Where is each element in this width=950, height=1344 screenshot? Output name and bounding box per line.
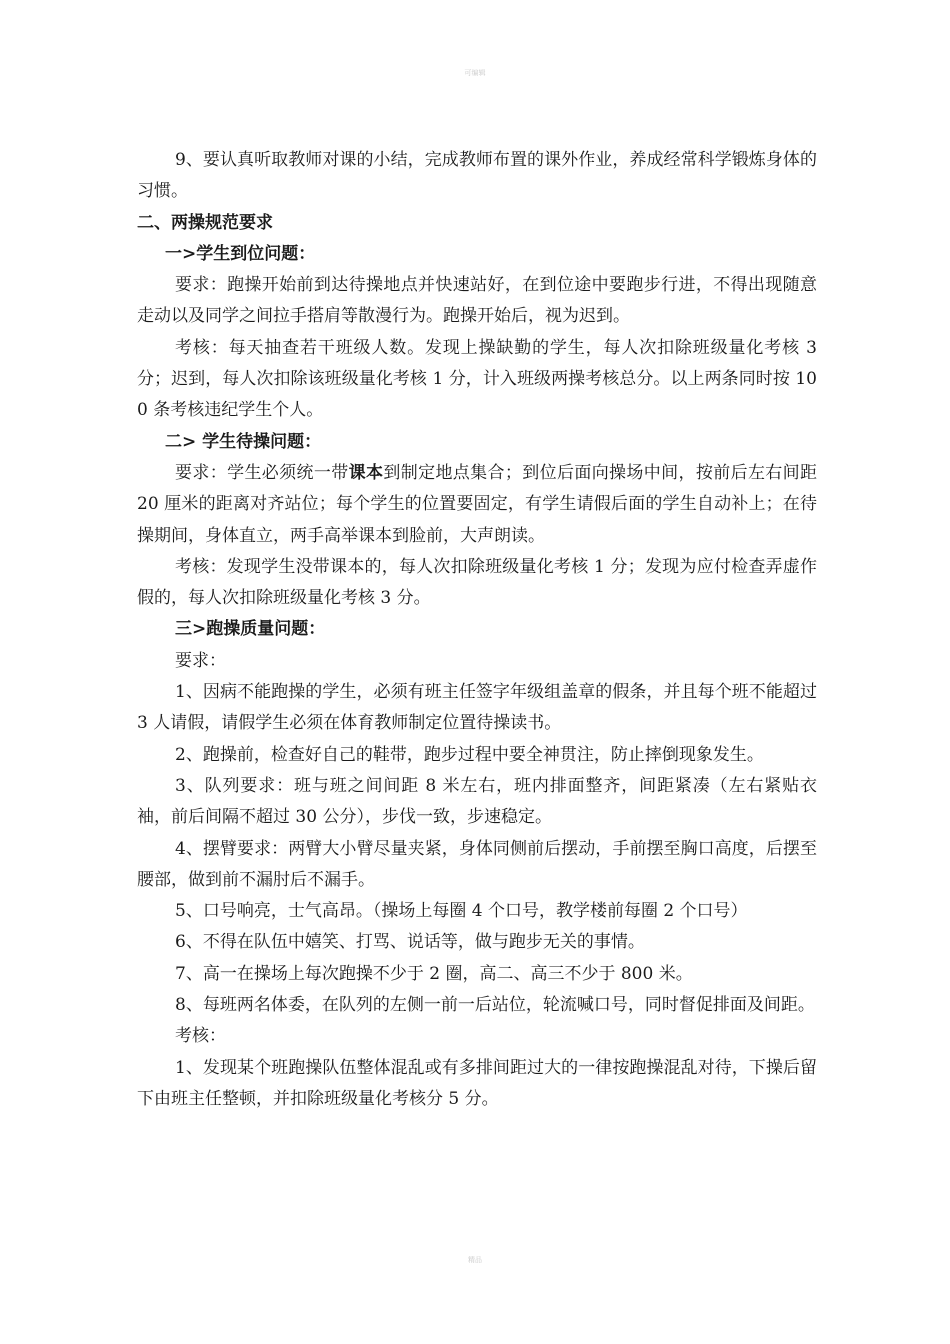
sub1-assessment: 考核：每天抽查若干班级人数。发现上操缺勤的学生，每人次扣除班级量化考核 3 分；迟到，每人次扣除该班级量化考核 1 分，计入班级两操考核总分。以上两条同时按 100 条考核违纪学生个人。 bbox=[137, 337, 817, 421]
sub2-assessment: 考核：发现学生没带课本的，每人次扣除班级量化考核 1 分；发现为应付检查弄虚作假的，每人次扣除班级量化考核 3 分。 bbox=[137, 556, 817, 609]
subsection-heading-2: 二> 学生待操问题： bbox=[165, 431, 322, 452]
sub2-requirement-part-a: 要求：学生必须统一带 bbox=[175, 462, 349, 483]
paragraph-item-9: 9、要认真听取教师对课的小结，完成教师布置的课外作业，养成经常科学锻炼身体的习惯。 bbox=[137, 150, 817, 202]
sub2-requirement-part-b: 到制定地点集合；到位后面向操场中间，按前后左右间距 20 厘米的距离对齐站位；每个学生的位置要固定，有学生请假后面的学生自动补上；在待操期间，身体直立，两手高举课本到脸前，大声朗读。 bbox=[137, 462, 818, 546]
sub1-requirement: 要求：跑操开始前到达待操地点并快速站好，在到位途中要跑步行进，不得出现随意走动以及同学之间拉手搭肩等散漫行为。跑操开始后，视为迟到。 bbox=[137, 275, 817, 327]
assessment-item-1: 1、发现某个班跑操队伍整体混乱或有多排间距过大的一律按跑操混乱对待，下操后留下由班主任整顿，并扣除班级量化考核分 5 分。 bbox=[137, 1057, 817, 1109]
requirement-item-6: 6、不得在队伍中嬉笑、打骂、说话等，做与跑步无关的事情。 bbox=[175, 932, 645, 953]
sub3-requirement-label: 要求： bbox=[175, 650, 226, 671]
requirement-item-2: 2、跑操前，检查好自己的鞋带，跑步过程中要全神贯注，防止摔倒现象发生。 bbox=[175, 744, 764, 765]
requirement-item-4: 4、摆臂要求：两臂大小臂尽量夹紧，身体同侧前后摆动，手前摆至胸口高度，后摆至腰部，做到前不漏肘后不漏手。 bbox=[137, 838, 817, 890]
section-heading-2: 二、两操规范要求 bbox=[137, 212, 273, 233]
requirement-item-1: 1、因病不能跑操的学生，必须有班主任签字年级组盖章的假条，并且每个班不能超过 3 人请假，请假学生必须在体育教师制定位置待操读书。 bbox=[137, 682, 817, 734]
requirement-item-3: 3、队列要求：班与班之间间距 8 米左右，班内排面整齐，间距紧凑（左右紧贴衣袖，前后间隔不超过 30 公分），步伐一致，步速稳定。 bbox=[137, 775, 817, 828]
sub2-requirement bbox=[137, 458, 817, 552]
page-header-mark: 可编辑 bbox=[464, 69, 486, 77]
subsection-heading-1: 一>学生到位问题： bbox=[165, 243, 316, 264]
page-footer-mark: 精品 bbox=[468, 1256, 482, 1264]
requirement-item-8: 8、每班两名体委，在队列的左侧一前一后站位，轮流喊口号，同时督促排面及间距。 bbox=[175, 995, 815, 1016]
requirement-item-7: 7、高一在操场上每次跑操不少于 2 圈，高二、高三不少于 800 米。 bbox=[175, 963, 693, 984]
document-body bbox=[137, 145, 817, 1115]
assessment-label: 考核： bbox=[175, 1026, 226, 1047]
requirement-item-5: 5、口号响亮，士气高昂。（操场上每圈 4 个口号，教学楼前每圈 2 个口号） bbox=[175, 901, 748, 922]
sub2-requirement-bold-word: 课本 bbox=[348, 462, 384, 483]
subsection-heading-3: 三>跑操质量问题： bbox=[175, 619, 326, 640]
